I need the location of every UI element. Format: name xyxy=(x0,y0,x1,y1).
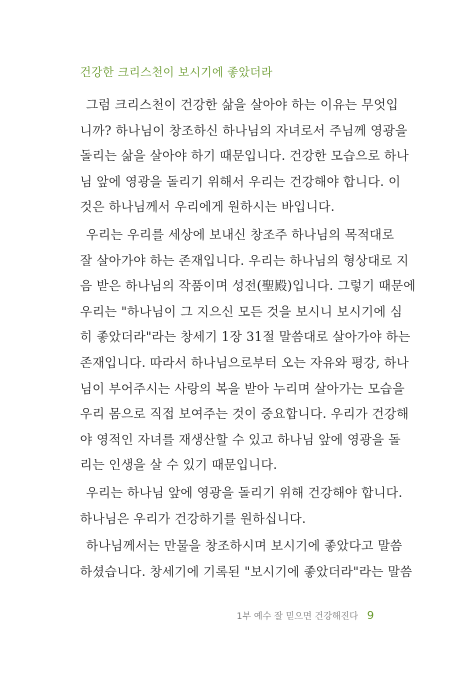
text-line: 니까? 하나님이 창조하신 하나님의 자녀로서 주님께 영광을 xyxy=(80,122,408,138)
text-line: 것은 하나님께서 우리에게 원하시는 바입니다. xyxy=(80,199,335,215)
text-line: 우리는 "하나님이 그 지으신 모든 것을 보시니 보시기에 심 xyxy=(80,303,403,319)
text-line: 님 앞에 영광을 돌리기 위해서 우리는 건강해야 합니다. 이 xyxy=(80,173,401,189)
paragraph xyxy=(80,92,409,220)
page-number: 9 xyxy=(367,609,374,622)
text-line: 돌리는 삶을 살아야 하기 때문입니다. 건강한 모습으로 하나 xyxy=(80,148,409,164)
text-line: 하나님은 우리가 건강하기를 원하십니다. xyxy=(80,510,306,526)
text-line: 우리는 우리를 세상에 보내신 창조주 하나님의 목적대로 xyxy=(86,226,395,242)
text-line: 리는 인생을 살 수 있기 때문입니다. xyxy=(80,457,278,473)
text-line: 우리 몸으로 직접 보여주는 것이 중요합니다. 우리가 건강해 xyxy=(80,406,409,422)
text-line: 존재입니다. 따라서 하나님으로부터 오는 자유와 평강, 하나 xyxy=(80,354,409,370)
text-line: 님이 부어주시는 사랑의 복을 받아 누리며 살아가는 모습을 xyxy=(80,380,405,396)
text-line: 음 받은 하나님의 작품이며 성전(聖殿)입니다. 그렇기 때문에 xyxy=(80,278,416,294)
paragraph xyxy=(80,533,413,584)
text-line: 우리는 하나님 앞에 영광을 돌리기 위해 건강해야 합니다. xyxy=(86,484,403,500)
text-line: 야 영적인 자녀를 재생산할 수 있고 하나님 앞에 영광을 돌 xyxy=(80,431,401,447)
body-text xyxy=(80,92,416,586)
section-title: 건강한 크리스천이 보시기에 좋았더라 xyxy=(80,65,273,79)
paragraph xyxy=(80,222,416,478)
paragraph xyxy=(80,480,403,531)
text-line: 하나님께서는 만물을 창조하시며 보시기에 좋았다고 말씀 xyxy=(86,538,403,554)
running-head: 1부 예수 잘 믿으면 건강해진다 xyxy=(236,612,359,622)
text-line: 잘 살아가야 하는 존재입니다. 우리는 하나님의 형상대로 지 xyxy=(80,252,409,268)
text-line: 히 좋았더라"라는 창세기 1장 31절 말씀대로 살아가야 하는 xyxy=(80,329,411,345)
text-line: 하셨습니다. 창세기에 기록된 "보시기에 좋았더라"라는 말씀 xyxy=(80,563,413,579)
text-line: 그럼 크리스천이 건강한 삶을 살아야 하는 이유는 무엇입 xyxy=(86,97,399,112)
page-footer xyxy=(237,609,374,622)
